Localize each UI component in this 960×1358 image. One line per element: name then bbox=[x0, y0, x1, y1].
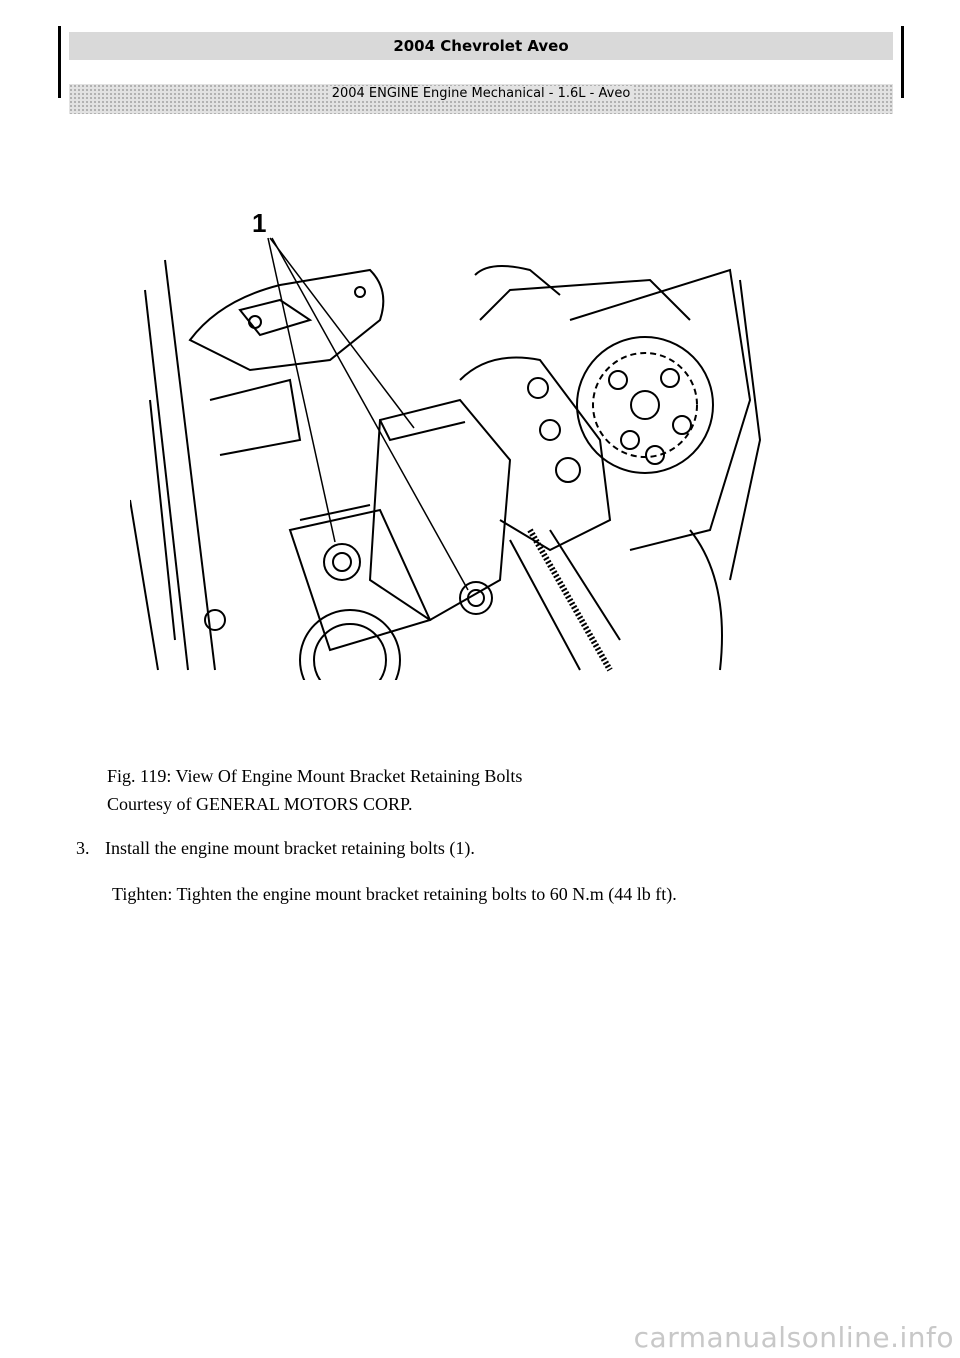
header-title: 2004 Chevrolet Aveo bbox=[69, 32, 893, 60]
torque-specification: Tighten: Tighten the engine mount bracket retaining bolts to 60 N.m (44 lb ft). bbox=[112, 884, 677, 904]
header-subtitle-bar bbox=[69, 84, 893, 114]
figure-caption: Fig. 119: View Of Engine Mount Bracket Retaining Bolts bbox=[107, 766, 523, 786]
figure-caption-block bbox=[107, 762, 522, 818]
site-watermark: carmanualsonline.info bbox=[633, 1321, 954, 1354]
callout-label: 1 bbox=[252, 208, 267, 238]
header-subtitle: 2004 ENGINE Engine Mechanical - 1.6L - Aveo bbox=[328, 86, 635, 101]
step-text: Install the engine mount bracket retaining bolts (1). bbox=[105, 838, 475, 858]
step-number: 3. bbox=[76, 838, 90, 858]
procedure-step bbox=[76, 838, 475, 859]
page-header bbox=[58, 26, 904, 101]
figure-credit: Courtesy of GENERAL MOTORS CORP. bbox=[107, 794, 413, 814]
engine-mount-illustration bbox=[130, 200, 780, 680]
